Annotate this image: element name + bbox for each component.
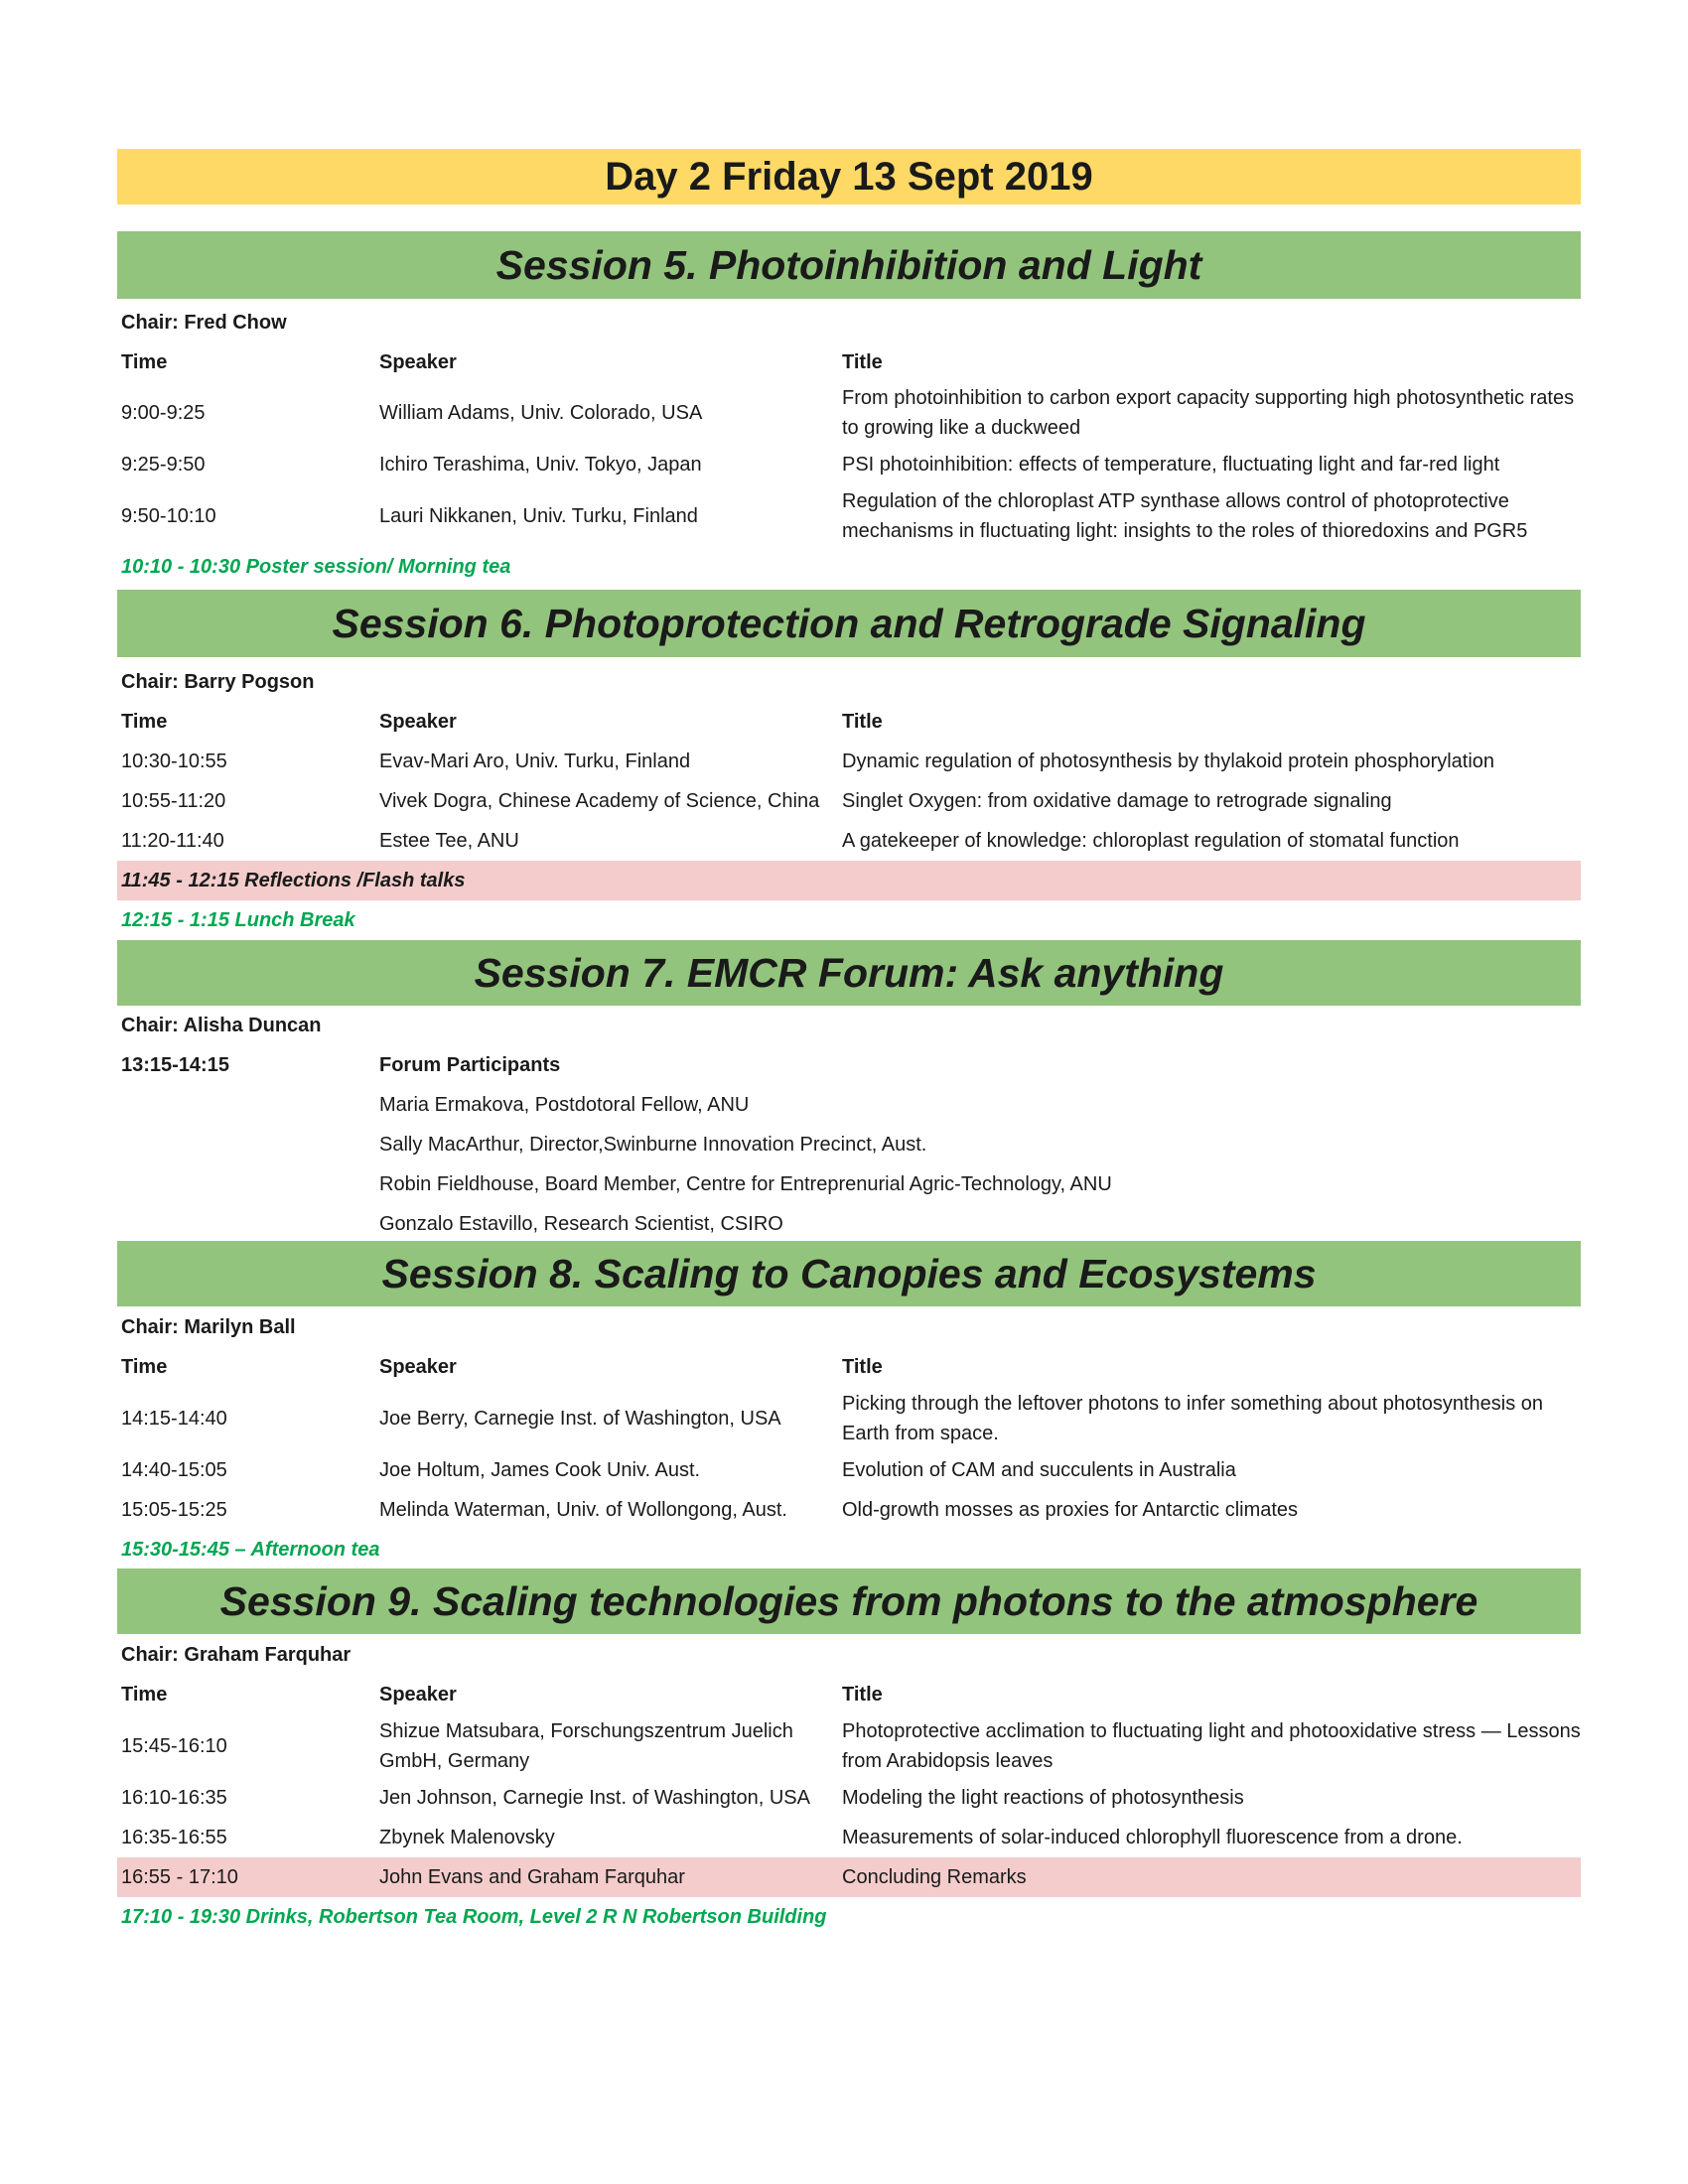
s7-participant-3: Robin Fieldhouse, Board Member, Centre for Entreprenurial Agric-Technology, ANU [379, 1173, 1112, 1195]
session-5-chair: Chair: Fred Chow [121, 312, 287, 334]
s5-row1-time: 9:00-9:25 [121, 402, 206, 424]
s5-row3-time: 9:50-10:10 [121, 505, 216, 527]
day-title: Day 2 Friday 13 Sept 2019 [605, 154, 1093, 199]
s6-break: 12:15 - 1:15 Lunch Break [121, 909, 355, 931]
session-9-title: Session 9. Scaling technologies from photons to the atmosphere [219, 1577, 1478, 1624]
s7-participants-label: Forum Participants [379, 1054, 561, 1076]
s6-row2-speaker: Vivek Dogra, Chinese Academy of Science, China [379, 790, 820, 812]
s5-row2-speaker: Ichiro Terashima, Univ. Tokyo, Japan [379, 454, 702, 476]
session-6-banner [117, 590, 1581, 657]
s9-row3-speaker: Zbynek Malenovsky [379, 1827, 555, 1848]
session-7-chair: Chair: Alisha Duncan [121, 1015, 322, 1036]
s5-header-title: Title [842, 351, 883, 373]
s9-row1-title: Photoprotective acclimation to fluctuating light and photooxidative stress — Lessons from Arabidopsis leaves [842, 1720, 1581, 1772]
session-9-chair: Chair: Graham Farquhar [121, 1644, 352, 1666]
s5-row3-speaker: Lauri Nikkanen, Univ. Turku, Finland [379, 505, 698, 527]
s6-row2-time: 10:55-11:20 [121, 790, 226, 812]
s6-row2-title: Singlet Oxygen: from oxidative damage to retrograde signaling [842, 790, 1392, 812]
s5-header-time: Time [121, 351, 168, 373]
s8-row2-speaker: Joe Holtum, James Cook Univ. Aust. [379, 1459, 701, 1481]
s8-row1-title: Picking through the leftover photons to infer something about photosynthesis on Earth from space. [842, 1393, 1544, 1444]
s7-time: 13:15-14:15 [121, 1054, 229, 1076]
session-7-title: Session 7. EMCR Forum: Ask anything [474, 949, 1224, 996]
s8-break: 15:30-15:45 – Afternoon tea [121, 1539, 380, 1561]
s8-header-speaker: Speaker [379, 1356, 457, 1378]
session-8-title: Session 8. Scaling to Canopies and Ecosystems [381, 1250, 1317, 1297]
s5-break: 10:10 - 10:30 Poster session/ Morning tea [121, 556, 511, 578]
s5-row2-title: PSI photoinhibition: effects of temperature, fluctuating light and far-red light [842, 454, 1500, 476]
s6-row3-title: A gatekeeper of knowledge: chloroplast regulation of stomatal function [842, 830, 1460, 852]
s9-row2-title: Modeling the light reactions of photosynthesis [842, 1787, 1244, 1809]
session-8-banner [117, 1241, 1581, 1306]
s5-row1-speaker: William Adams, Univ. Colorado, USA [379, 402, 703, 424]
s5-row3-title: Regulation of the chloroplast ATP synthase allows control of photoprotective mechanisms in fluctuating light: insights to the roles of thioredoxins and PGR5 [842, 490, 1528, 542]
s7-participant-4: Gonzalo Estavillo, Research Scientist, CSIRO [379, 1213, 783, 1235]
session-6-title: Session 6. Photoprotection and Retrograde Signaling [332, 600, 1366, 646]
s6-row1-time: 10:30-10:55 [121, 751, 227, 772]
s8-row1-speaker: Joe Berry, Carnegie Inst. of Washington, USA [379, 1408, 781, 1430]
s5-header-speaker: Speaker [379, 351, 457, 373]
s8-row2-title: Evolution of CAM and succulents in Australia [842, 1459, 1236, 1481]
day-banner [117, 149, 1581, 205]
session-6-chair: Chair: Barry Pogson [121, 671, 315, 693]
s5-row2-time: 9:25-9:50 [121, 454, 206, 476]
s8-row3-speaker: Melinda Waterman, Univ. of Wollongong, Aust. [379, 1499, 787, 1521]
s8-row3-title: Old-growth mosses as proxies for Antarctic climates [842, 1499, 1299, 1521]
s9-row2-time: 16:10-16:35 [121, 1787, 227, 1809]
s8-row1-time: 14:15-14:40 [121, 1408, 227, 1430]
s9-header-time: Time [121, 1684, 168, 1706]
s6-row3-speaker: Estee Tee, ANU [379, 830, 519, 852]
s9-row4-speaker: John Evans and Graham Farquhar [379, 1866, 685, 1888]
s8-header-time: Time [121, 1356, 168, 1378]
s7-participant-2: Sally MacArthur, Director,Swinburne Innovation Precinct, Aust. [379, 1134, 927, 1156]
s9-row4-time: 16:55 - 17:10 [121, 1866, 238, 1888]
s9-header-speaker: Speaker [379, 1684, 457, 1706]
s5-row1-title: From photoinhibition to carbon export capacity supporting high photosynthetic rates to growing like a duckweed [842, 387, 1575, 439]
s9-header-title: Title [842, 1684, 883, 1706]
s9-row2-speaker: Jen Johnson, Carnegie Inst. of Washington, USA [379, 1787, 810, 1809]
s9-row1-speaker: Shizue Matsubara, Forschungszentrum Juelich GmbH, Germany [379, 1720, 793, 1772]
s8-header-title: Title [842, 1356, 883, 1378]
s6-header-speaker: Speaker [379, 711, 457, 733]
s9-break: 17:10 - 19:30 Drinks, Robertson Tea Room, Level 2 R N Robertson Building [121, 1906, 827, 1928]
s6-row1-speaker: Evav-Mari Aro, Univ. Turku, Finland [379, 751, 691, 772]
s6-header-title: Title [842, 711, 883, 733]
s8-row3-time: 15:05-15:25 [121, 1499, 227, 1521]
s6-row1-title: Dynamic regulation of photosynthesis by thylakoid protein phosphorylation [842, 751, 1495, 772]
s6-row3-time: 11:20-11:40 [121, 830, 224, 852]
s9-row3-title: Measurements of solar-induced chlorophyll fluorescence from a drone. [842, 1827, 1463, 1848]
s9-row4-title: Concluding Remarks [842, 1866, 1027, 1888]
session-5-title: Session 5. Photoinhibition and Light [495, 241, 1202, 288]
s6-header-time: Time [121, 711, 168, 733]
session-5-banner [117, 231, 1581, 299]
s7-participant-1: Maria Ermakova, Postdotoral Fellow, ANU [379, 1094, 750, 1116]
s9-row3-time: 16:35-16:55 [121, 1827, 227, 1848]
session-8-chair: Chair: Marilyn Ball [121, 1316, 296, 1338]
reflections-text: 11:45 - 12:15 Reflections /Flash talks [121, 870, 466, 891]
s9-row1-time: 15:45-16:10 [121, 1735, 227, 1757]
session-7-banner [117, 940, 1581, 1006]
session-9-banner [117, 1569, 1581, 1634]
s8-row2-time: 14:40-15:05 [121, 1459, 227, 1481]
